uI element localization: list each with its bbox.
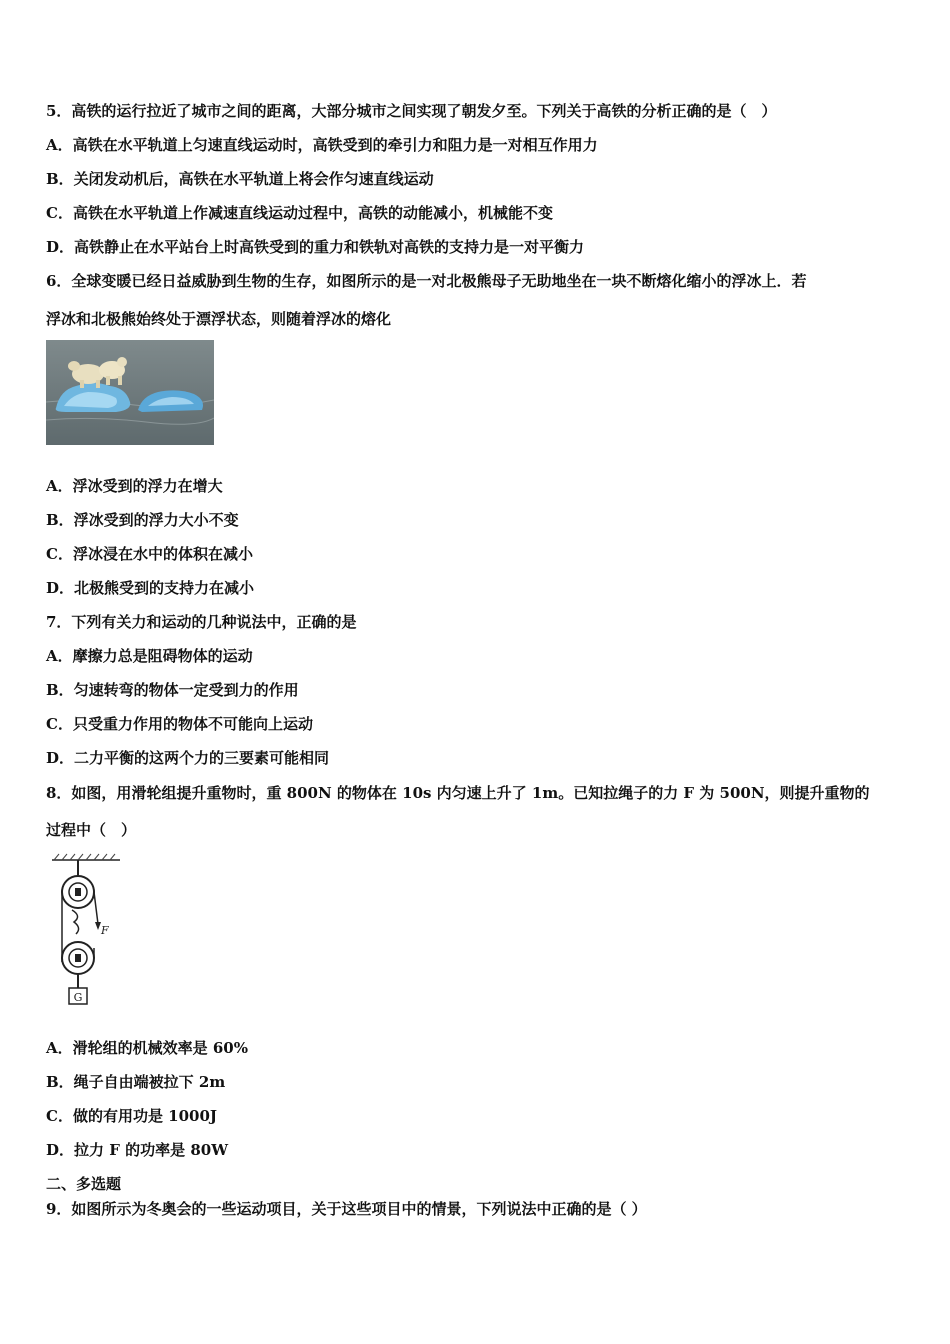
q6-option-d: D．北极熊受到的支持力在减小 — [46, 579, 255, 597]
q5-option-d: D．高铁静止在水平站台上时高铁受到的重力和铁轨对高铁的支持力是一对平衡力 — [46, 238, 585, 256]
q6-option-b: B．浮冰受到的浮力大小不变 — [46, 511, 239, 529]
q7-stem: 7．下列有关力和运动的几种说法中，正确的是 — [46, 613, 357, 631]
pulley-system-illustration — [46, 852, 126, 1008]
q6-stem-line2: 浮冰和北极熊始终处于漂浮状态，则随着浮冰的熔化 — [46, 310, 392, 328]
force-label: F — [101, 924, 109, 937]
polar-bear-illustration — [46, 340, 214, 445]
q9-stem: 9．如图所示为冬奥会的一些运动项目，关于这些项目中的情景，下列说法中正确的是（ ） — [46, 1200, 647, 1218]
q7-option-c: C．只受重力作用的物体不可能向上运动 — [46, 715, 313, 733]
polar-bear-photo — [46, 340, 214, 445]
q8-option-b: B．绳子自由端被拉下 2m — [46, 1073, 226, 1091]
q7-option-d: D．二力平衡的这两个力的三要素可能相同 — [46, 749, 330, 767]
q8-stem-line1: 8．如图，用滑轮组提升重物时，重 800N 的物体在 10s 内匀速上升了 1m。已知拉绳子的力 F 为 500N，则提升重物的 — [46, 784, 870, 802]
q6-option-c: C．浮冰浸在水中的体积在减小 — [46, 545, 253, 563]
q7-option-b: B．匀速转弯的物体一定受到力的作用 — [46, 681, 299, 699]
q8-stem-line2: 过程中（ ） — [46, 821, 137, 839]
q7-option-a: A．摩擦力总是阻碍物体的运动 — [46, 647, 253, 665]
q8-option-a: A．滑轮组的机械效率是 60% — [46, 1039, 248, 1057]
q8-option-d: D．拉力 F 的功率是 80W — [46, 1141, 229, 1159]
q8-option-c: C．做的有用功是 1000J — [46, 1107, 218, 1125]
q5-option-b: B．关闭发动机后，高铁在水平轨道上将会作匀速直线运动 — [46, 170, 434, 188]
q6-stem-line1: 6．全球变暖已经日益威胁到生物的生存，如图所示的是一对北极熊母子无助地坐在一块不断熔化缩小的浮冰上．若 — [46, 272, 807, 290]
pulley-diagram — [46, 852, 126, 1008]
weight-label: G — [73, 991, 83, 1004]
section-heading: 二、多选题 — [46, 1175, 122, 1193]
q5-stem: 5．高铁的运行拉近了城市之间的距离，大部分城市之间实现了朝发夕至。下列关于高铁的分析正确的是（ ） — [46, 102, 777, 120]
q5-option-a: A．高铁在水平轨道上匀速直线运动时，高铁受到的牵引力和阻力是一对相互作用力 — [46, 136, 598, 154]
q6-option-a: A．浮冰受到的浮力在增大 — [46, 477, 223, 495]
q5-option-c: C．高铁在水平轨道上作减速直线运动过程中，高铁的动能减小，机械能不变 — [46, 204, 553, 222]
